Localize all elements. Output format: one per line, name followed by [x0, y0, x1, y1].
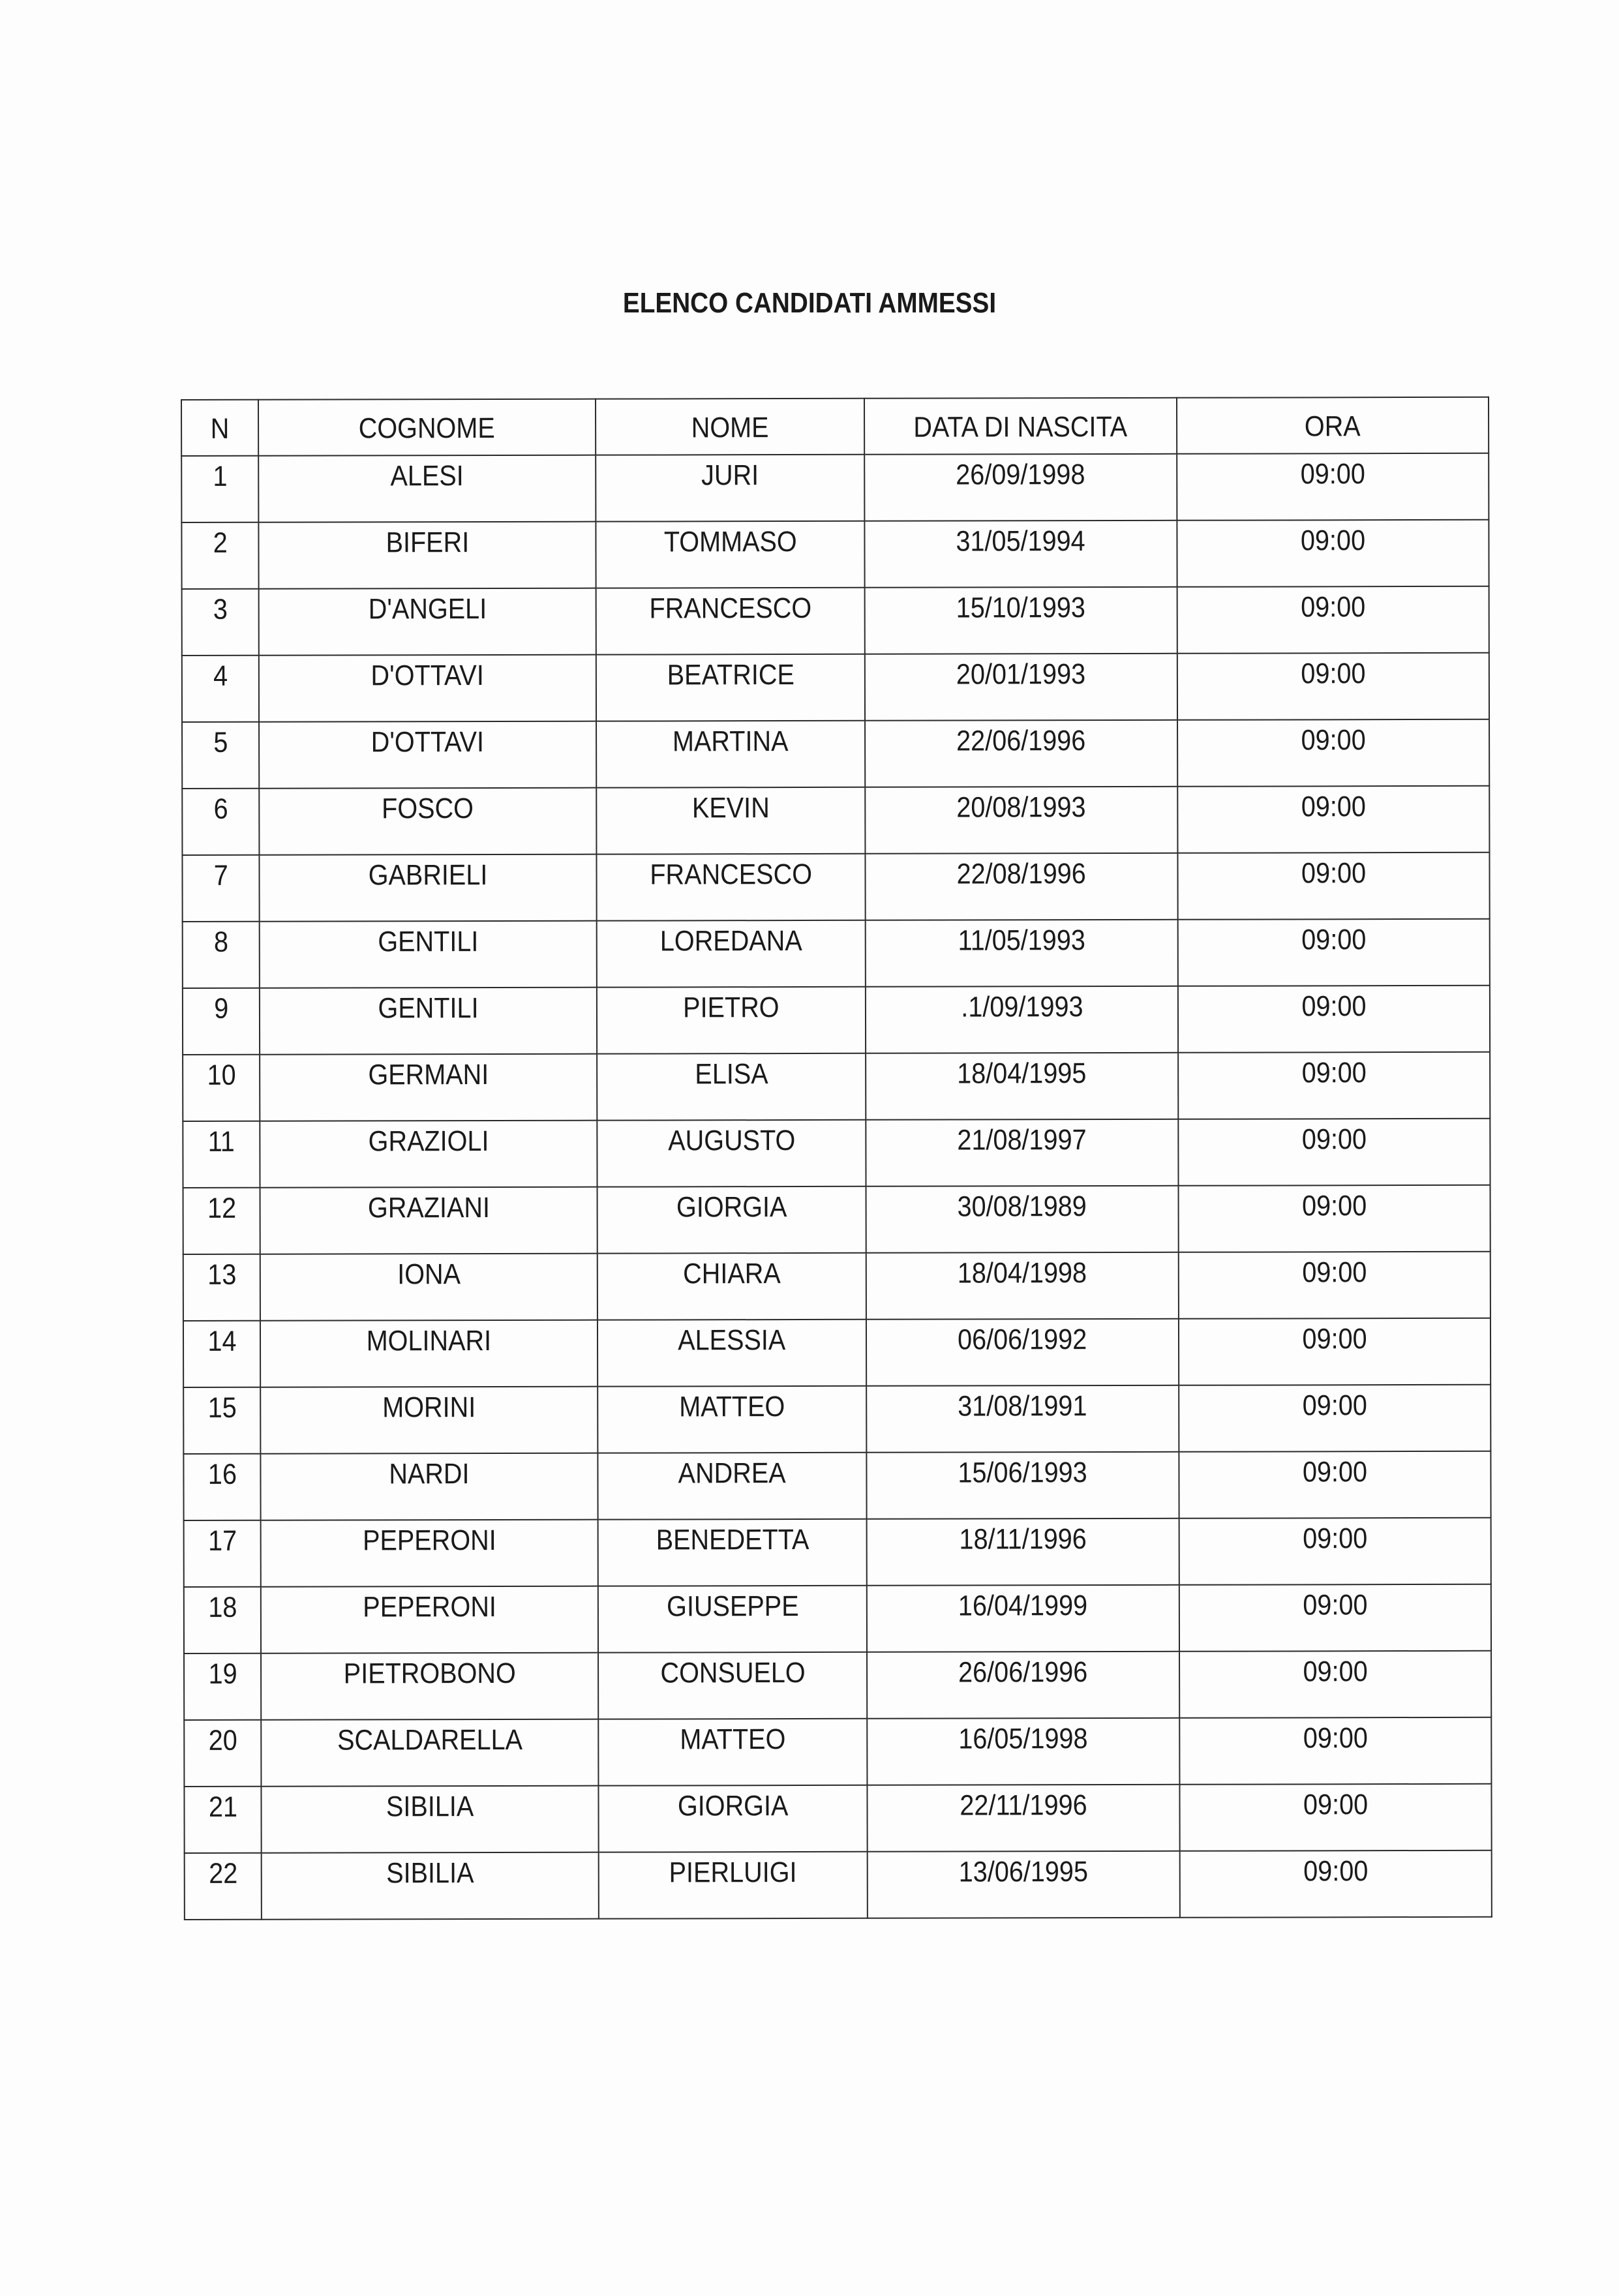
cell-ora: 09:00: [1179, 1451, 1490, 1518]
cell-nome: KEVIN: [596, 787, 865, 854]
cell-n: 7: [182, 855, 259, 922]
cell-data-nascita: 22/08/1996: [865, 853, 1177, 920]
cell-cognome: PEPERONI: [261, 1586, 598, 1654]
cell-ora: 09:00: [1179, 1651, 1491, 1718]
cell-ora: 09:00: [1179, 1784, 1491, 1851]
cell-nome: BEATRICE: [596, 654, 865, 721]
table-row: [183, 1252, 1490, 1321]
cell-ora: 09:00: [1177, 653, 1489, 720]
cell-n: 5: [182, 722, 259, 789]
table-row: [184, 1717, 1491, 1787]
cell-n: 17: [184, 1520, 261, 1587]
cell-n: 2: [181, 522, 258, 589]
cell-data-nascita: 30/08/1989: [866, 1186, 1179, 1253]
cell-cognome: ALESI: [258, 455, 596, 522]
cell-ora: 09:00: [1179, 1185, 1490, 1252]
cell-cognome: FOSCO: [259, 788, 596, 855]
table-row: [183, 986, 1490, 1055]
table-row: [181, 520, 1489, 589]
cell-data-nascita: 18/04/1998: [866, 1252, 1179, 1320]
table-row: [184, 1518, 1491, 1587]
cell-n: 22: [185, 1853, 262, 1920]
cell-data-nascita: 16/04/1999: [867, 1585, 1179, 1652]
cell-nome: MATTEO: [598, 1719, 867, 1786]
cell-ora: 09:00: [1179, 1584, 1491, 1652]
cell-ora: 09:00: [1179, 1518, 1491, 1585]
cell-n: 11: [183, 1121, 260, 1188]
cell-n: 15: [183, 1387, 260, 1454]
cell-nome: GIORGIA: [598, 1186, 866, 1254]
cell-data-nascita: 20/01/1993: [865, 654, 1177, 721]
table-row: [185, 1850, 1492, 1920]
cell-n: 3: [182, 589, 259, 656]
cell-data-nascita: 15/06/1993: [866, 1452, 1179, 1519]
table-row: [184, 1584, 1491, 1654]
cell-nome: FRANCESCO: [596, 854, 865, 921]
cell-nome: BENEDETTA: [598, 1519, 867, 1586]
cell-n: 19: [184, 1654, 261, 1720]
cell-ora: 09:00: [1179, 1717, 1491, 1785]
cell-n: 13: [183, 1254, 260, 1321]
cell-cognome: GRAZIOLI: [260, 1121, 597, 1188]
cell-n: 4: [182, 656, 259, 722]
table-row: [183, 1185, 1490, 1254]
cell-ora: 09:00: [1177, 453, 1489, 521]
document-title: ELENCO CANDIDATI AMMESSI: [622, 287, 997, 319]
cell-nome: AUGUSTO: [597, 1120, 866, 1187]
cell-cognome: MORINI: [260, 1387, 598, 1454]
table-row: [182, 853, 1489, 922]
table-header-row: [181, 397, 1489, 456]
cell-cognome: IONA: [260, 1254, 598, 1321]
cell-cognome: PEPERONI: [261, 1520, 598, 1587]
cell-ora: 09:00: [1177, 520, 1489, 587]
cell-cognome: D'OTTAVI: [259, 721, 596, 789]
header-ora: ORA: [1177, 397, 1489, 454]
cell-nome: CHIARA: [598, 1253, 866, 1320]
cell-n: 8: [183, 922, 260, 988]
cell-nome: LOREDANA: [597, 920, 866, 988]
header-n: N: [181, 400, 258, 456]
cell-n: 12: [183, 1188, 260, 1254]
cell-cognome: SIBILIA: [262, 1852, 599, 1920]
cell-data-nascita: 18/11/1996: [867, 1518, 1179, 1586]
cell-ora: 09:00: [1178, 986, 1490, 1053]
cell-nome: ELISA: [597, 1053, 866, 1121]
cell-cognome: SCALDARELLA: [261, 1719, 598, 1787]
cell-cognome: D'OTTAVI: [259, 655, 596, 722]
cell-nome: PIERLUIGI: [599, 1852, 868, 1919]
cell-nome: ANDREA: [598, 1453, 866, 1520]
cell-nome: TOMMASO: [596, 521, 864, 588]
cell-ora: 09:00: [1178, 919, 1490, 986]
table-row: [183, 1318, 1490, 1387]
cell-nome: PIETRO: [597, 987, 866, 1054]
cell-data-nascita: 22/11/1996: [867, 1785, 1179, 1852]
cell-nome: CONSUELO: [598, 1652, 867, 1719]
cell-cognome: GRAZIANI: [260, 1187, 598, 1254]
cell-cognome: BIFERI: [258, 522, 596, 589]
table-row: [183, 1052, 1490, 1121]
cell-cognome: PIETROBONO: [261, 1653, 598, 1720]
table-row: [182, 653, 1489, 722]
table-row: [184, 1651, 1491, 1720]
cell-nome: MATTEO: [598, 1386, 866, 1453]
cell-n: 6: [182, 789, 259, 855]
cell-ora: 09:00: [1179, 1318, 1490, 1385]
cell-n: 9: [183, 988, 260, 1055]
cell-data-nascita: 31/08/1991: [866, 1385, 1179, 1453]
cell-cognome: GENTILI: [260, 921, 597, 988]
cell-n: 21: [184, 1787, 261, 1853]
cell-nome: FRANCESCO: [596, 588, 865, 655]
cell-nome: MARTINA: [596, 721, 865, 788]
cell-nome: GIORGIA: [598, 1785, 867, 1852]
cell-ora: 09:00: [1177, 786, 1489, 853]
table-row: [183, 919, 1490, 988]
cell-data-nascita: 13/06/1995: [868, 1851, 1180, 1918]
header-data-nascita: DATA DI NASCITA: [864, 398, 1177, 455]
cell-ora: 09:00: [1180, 1850, 1492, 1918]
cell-cognome: GERMANI: [260, 1054, 597, 1121]
cell-data-nascita: 15/10/1993: [865, 587, 1177, 654]
cell-n: 18: [184, 1587, 261, 1654]
table-row: [182, 719, 1489, 789]
table-row: [182, 586, 1489, 656]
table-row: [183, 1119, 1490, 1188]
cell-nome: GIUSEPPE: [598, 1586, 867, 1653]
cell-n: 1: [181, 456, 258, 522]
cell-ora: 09:00: [1177, 853, 1489, 920]
cell-data-nascita: 11/05/1993: [866, 920, 1178, 987]
cell-data-nascita: 22/06/1996: [865, 720, 1177, 787]
cell-n: 20: [184, 1720, 261, 1787]
cell-cognome: MOLINARI: [260, 1320, 598, 1387]
cell-ora: 09:00: [1178, 1052, 1490, 1119]
cell-data-nascita: 16/05/1998: [867, 1718, 1179, 1785]
candidates-table: [181, 397, 1492, 1920]
cell-n: 16: [183, 1454, 260, 1520]
cell-n: 10: [183, 1055, 260, 1121]
cell-ora: 09:00: [1179, 1252, 1490, 1319]
table-row: [183, 1451, 1490, 1520]
cell-cognome: NARDI: [260, 1453, 598, 1520]
cell-ora: 09:00: [1177, 719, 1489, 787]
table-row: [184, 1784, 1491, 1853]
cell-cognome: D'ANGELI: [259, 588, 596, 656]
header-nome: NOME: [596, 399, 864, 455]
cell-ora: 09:00: [1179, 1385, 1490, 1452]
cell-data-nascita: 26/09/1998: [864, 454, 1177, 521]
cell-data-nascita: .1/09/1993: [866, 986, 1178, 1053]
cell-n: 14: [183, 1321, 260, 1387]
cell-data-nascita: 20/08/1993: [865, 787, 1177, 854]
cell-cognome: GABRIELI: [259, 854, 596, 922]
cell-cognome: SIBILIA: [261, 1786, 598, 1853]
cell-ora: 09:00: [1177, 586, 1489, 654]
table-row: [183, 1385, 1490, 1454]
cell-nome: JURI: [596, 455, 864, 522]
cell-nome: ALESSIA: [598, 1320, 866, 1387]
cell-data-nascita: 06/06/1992: [866, 1319, 1179, 1386]
header-cognome: COGNOME: [258, 399, 596, 456]
table-body: [181, 453, 1492, 1920]
cell-data-nascita: 31/05/1994: [864, 521, 1177, 588]
cell-data-nascita: 18/04/1995: [866, 1053, 1178, 1120]
cell-data-nascita: 26/06/1996: [867, 1652, 1179, 1719]
cell-cognome: GENTILI: [260, 988, 597, 1055]
cell-ora: 09:00: [1178, 1119, 1490, 1186]
table-row: [181, 453, 1489, 522]
cell-data-nascita: 21/08/1997: [866, 1119, 1178, 1186]
table-row: [182, 786, 1489, 855]
